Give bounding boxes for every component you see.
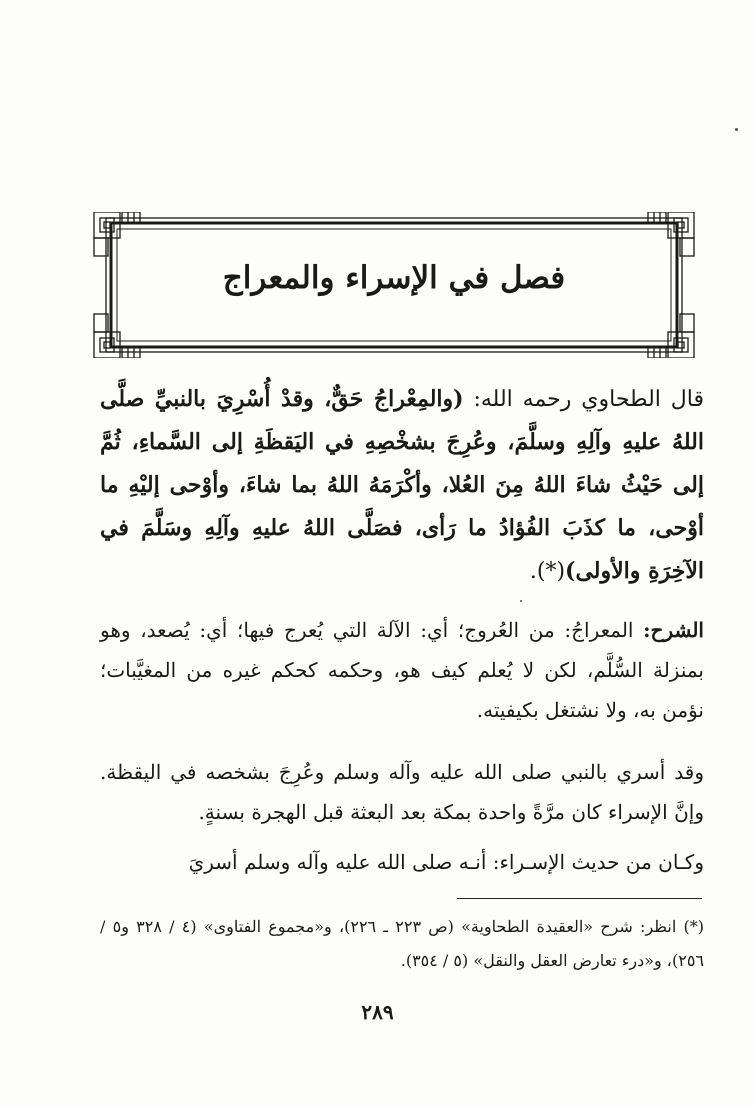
- page-number: ٢٨٩: [361, 1000, 394, 1024]
- print-speck: [735, 128, 738, 131]
- paragraph-tahawi-quote: [100, 378, 704, 593]
- paragraph-explanation: [100, 610, 704, 730]
- footnote-rule: [457, 898, 702, 899]
- footnote: (*) انظر: شرح «العقيدة الطحاوية» (ص ٢٢٣ ـ ٢٢٦)، و«مجموع الفتاوى» (٤ / ٣٢٨ و٥ / ٢٥٦)، و«درء تعارض العقل والنقل» (٥ / ٣٥٤).: [100, 917, 705, 970]
- print-speck: [520, 600, 522, 602]
- chapter-title-frame: [92, 212, 696, 358]
- footnote-marker: (*).: [529, 559, 566, 584]
- explanation-text: المعراجُ: من العُروج؛ أي: الآلة التي يُعرج فيها؛ أي: يُصعد، وهو بمنزلة السُّلَّم، لكن لا يُعلم كيف هو، وحكمه كحكم غيره من المغيَّبات؛ نؤمن به، ولا نشتغل بكيفيته.: [100, 618, 704, 722]
- paragraph-isra-hadith: وكـان من حديث الإسـراء: أنـه صلى الله عليه وآله وسلم أسريَ: [188, 850, 704, 874]
- chapter-title: فصل في الإسراء والمعراج: [222, 260, 566, 296]
- quote-intro: قال الطحاوي رحمه الله:: [473, 387, 705, 412]
- paragraph-isra-timing: وقد أسري بالنبي صلى الله عليه وآله وسلم وعُرِجَ بشخصه في اليقظة. وإنَّ الإسراء كان مرَّةً واحدة بمكة بعد البعثة قبل الهجرة بسنةٍ.: [100, 760, 704, 824]
- quote-text: (والمِعْراجُ حَقٌّ، وقدْ أُسْرِيَ بالنبيِّ صلَّى اللهُ عليهِ وآلِهِ وسلَّمَ، وعُرِجَ بشخْصِهِ في اليَقظَةِ إلى السَّماءِ، ثُمَّ إلى حَيْثُ شاءَ اللهُ مِنَ العُلا، وأكْرَمَهُ اللهُ بما شاءَ، وأوْحى إليْهِ ما أوْحى، ما كذَبَ الفُؤادُ ما رَأى، فصَلَّى اللهُ عليهِ وآلِهِ وسَلَّمَ في الآخِرَةِ والأولى): [100, 386, 704, 584]
- explanation-lead: الشرح:: [643, 618, 704, 642]
